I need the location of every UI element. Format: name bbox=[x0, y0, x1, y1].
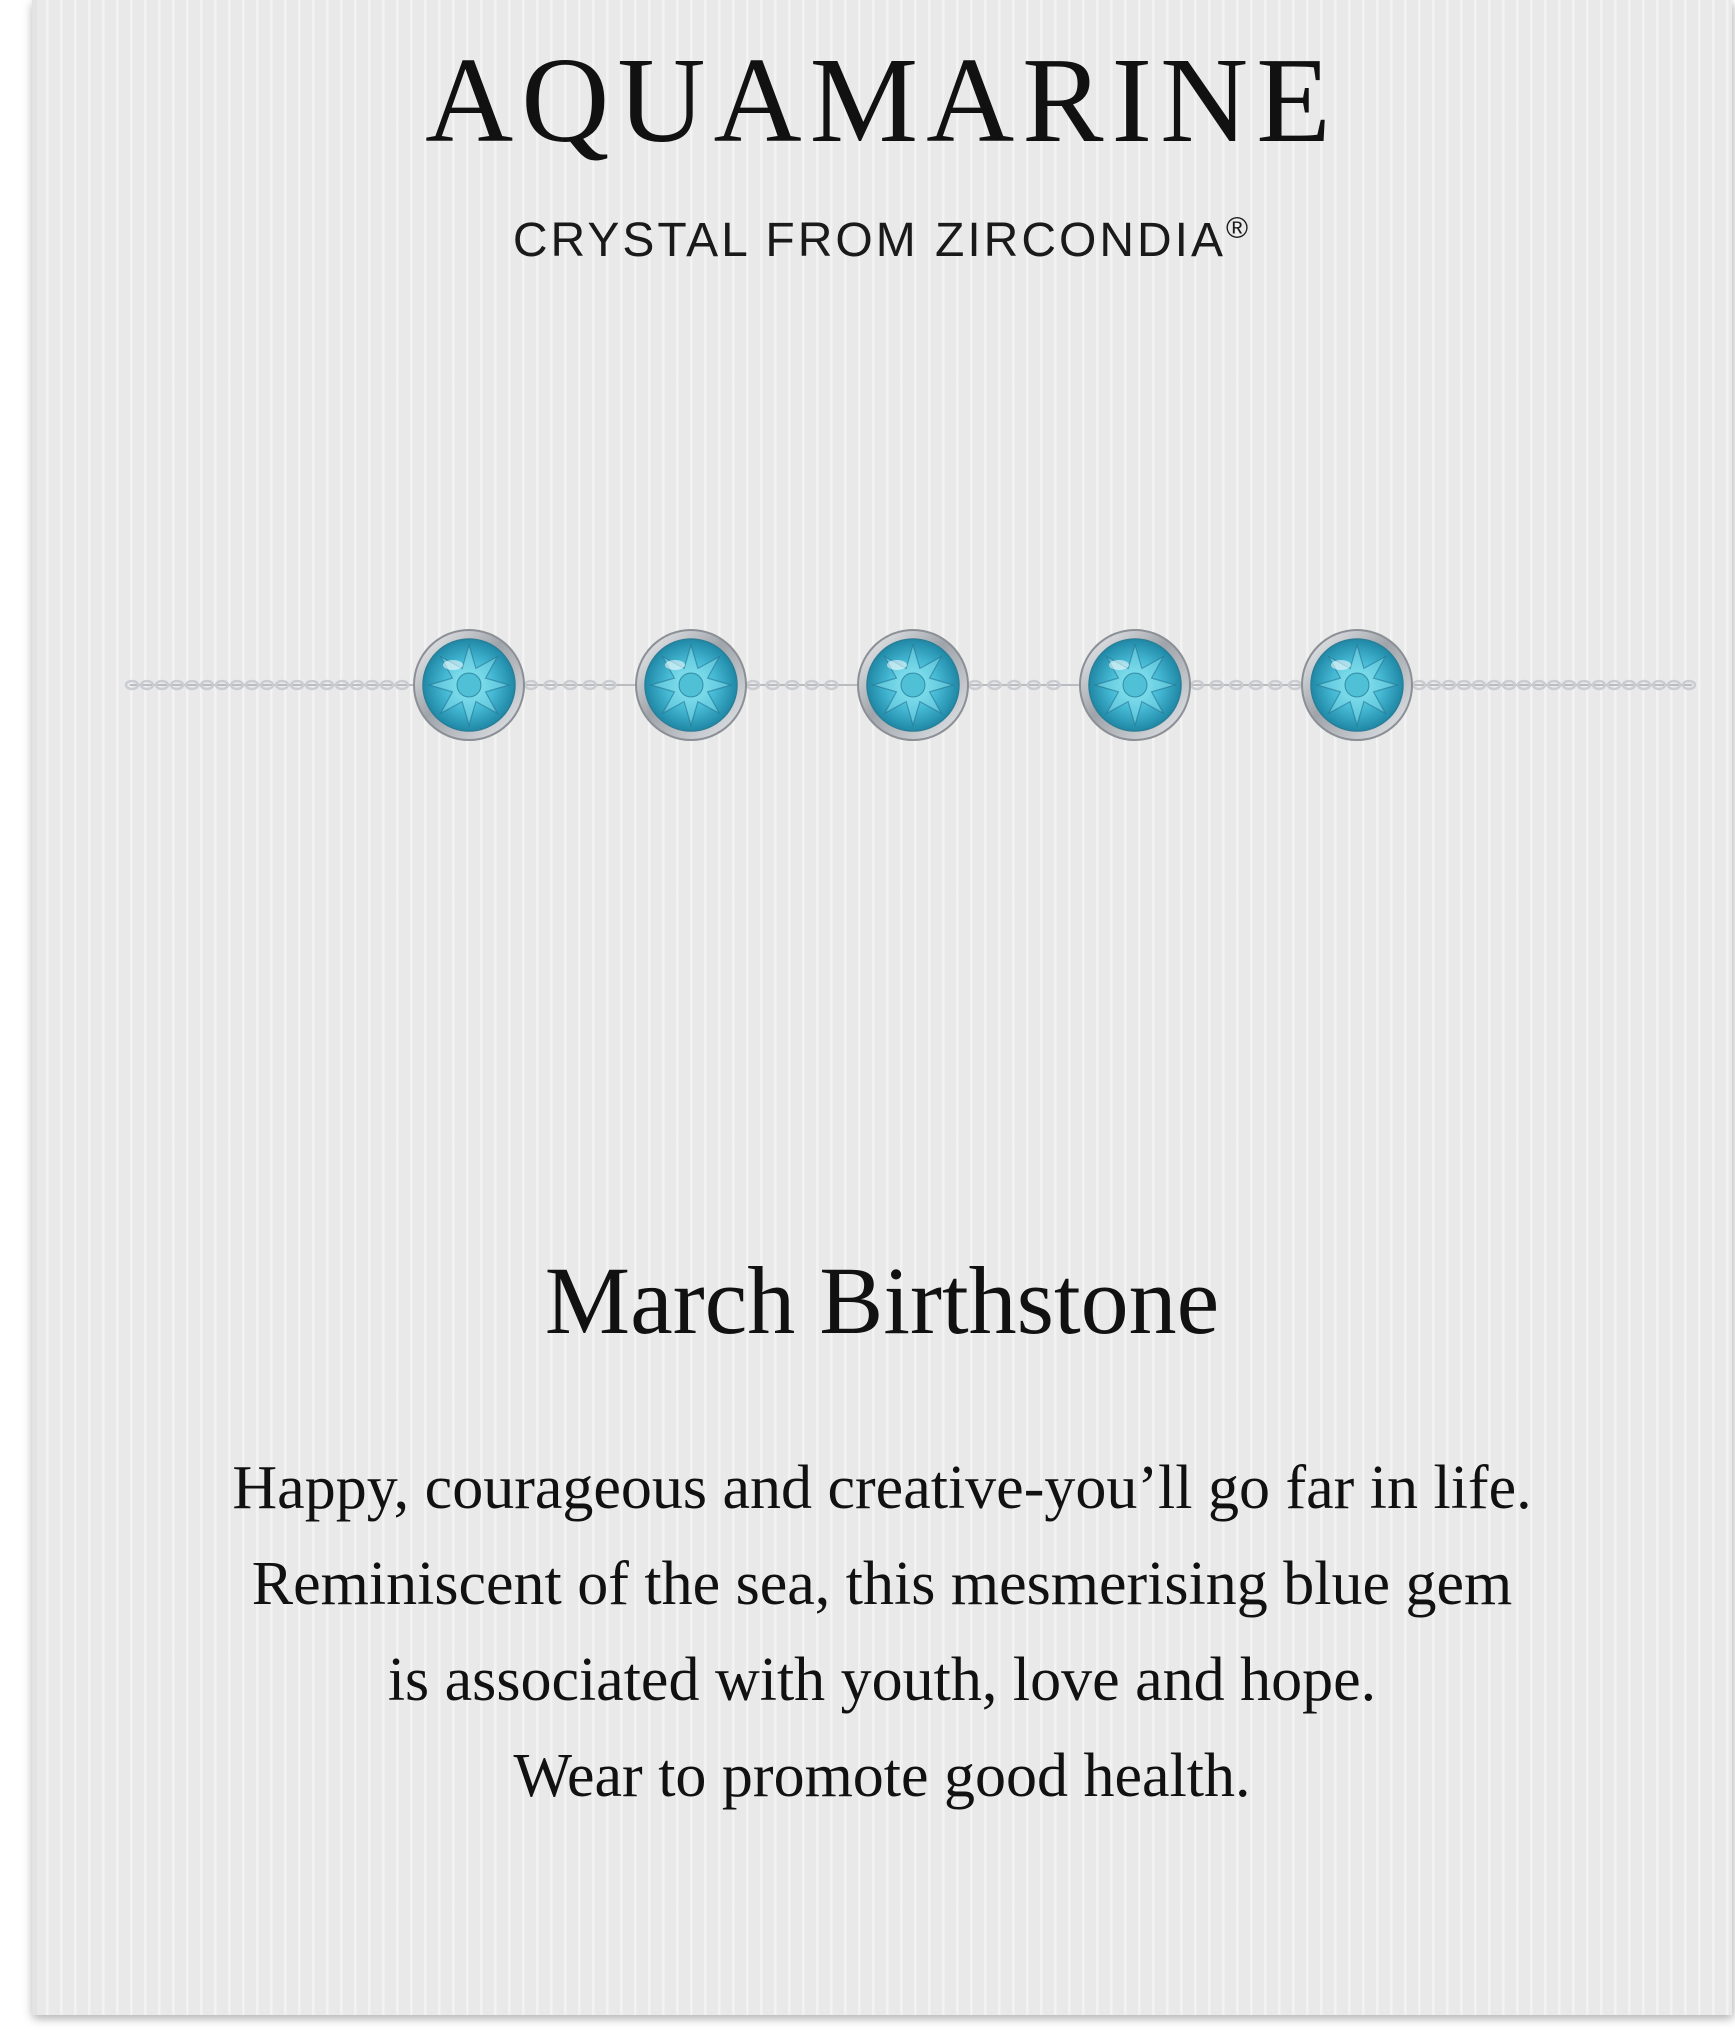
birthstone-description bbox=[32, 1440, 1732, 1824]
description-line: Happy, courageous and creative-you’ll go far in life. bbox=[232, 1454, 1532, 1522]
card-title: AQUAMARINE bbox=[425, 33, 1339, 168]
aquamarine-stone bbox=[858, 630, 968, 740]
description-line: Wear to promote good health. bbox=[513, 1742, 1251, 1810]
bracelet-image bbox=[92, 610, 1712, 760]
birthstone-card bbox=[32, 0, 1732, 2015]
description-line: is associated with youth, love and hope. bbox=[387, 1646, 1377, 1714]
aquamarine-stone bbox=[414, 630, 524, 740]
aquamarine-stone bbox=[1302, 630, 1412, 740]
subtitle-text: CRYSTAL FROM ZIRCONDIA bbox=[512, 214, 1227, 267]
card-subtitle bbox=[32, 212, 1732, 268]
birthstone-heading: March Birthstone bbox=[544, 1247, 1220, 1354]
registered-mark: ® bbox=[1226, 212, 1252, 245]
aquamarine-stone bbox=[636, 630, 746, 740]
aquamarine-stone bbox=[1080, 630, 1190, 740]
description-line: Reminiscent of the sea, this mesmerising blue gem bbox=[251, 1550, 1513, 1618]
